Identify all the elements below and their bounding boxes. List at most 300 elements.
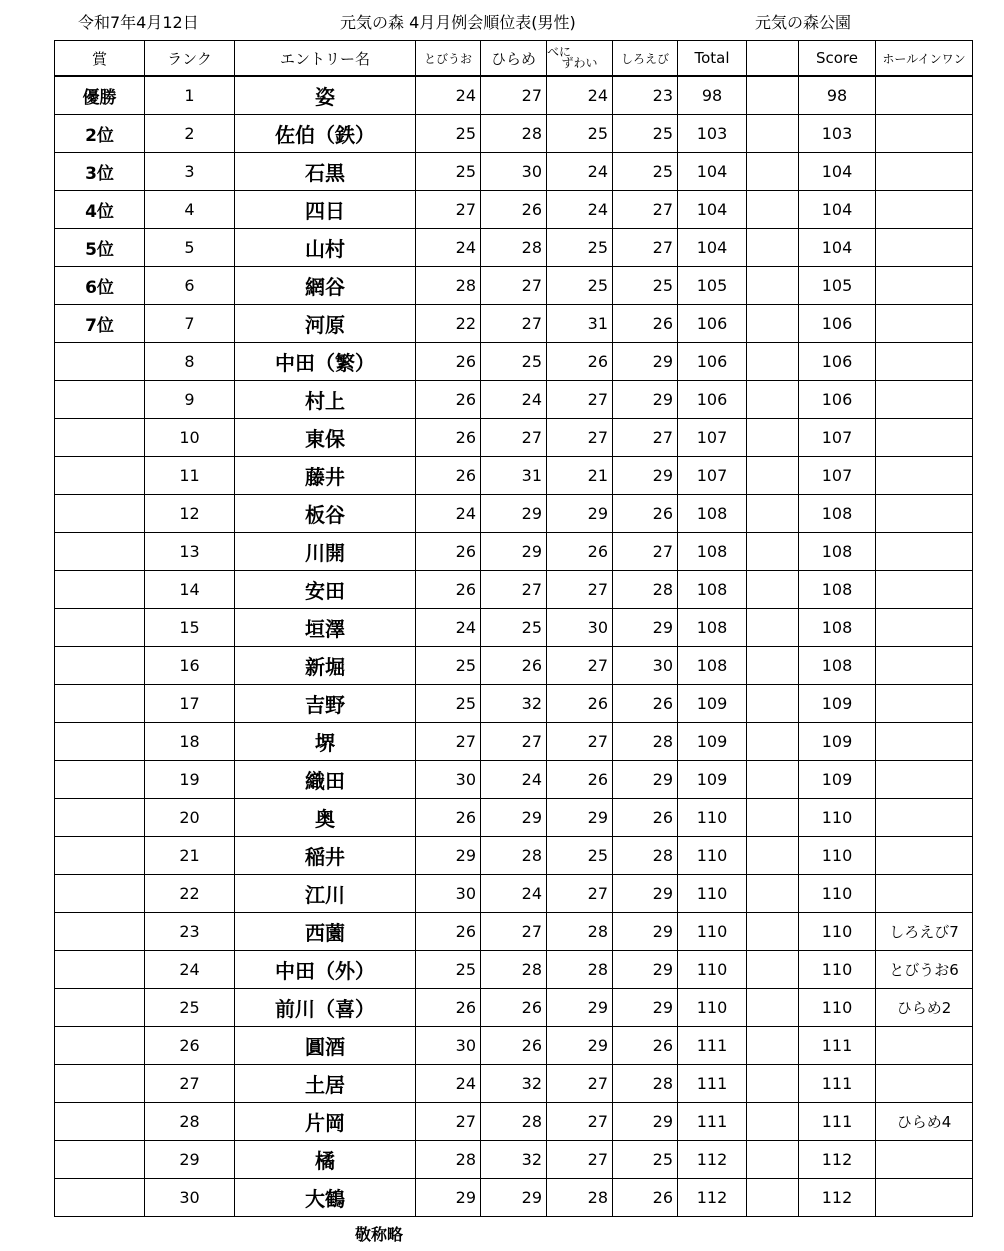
- cell-name: 吉野: [235, 685, 416, 723]
- cell-blank: [747, 951, 799, 989]
- cell-hole4: 29: [613, 457, 678, 495]
- cell-blank: [747, 1179, 799, 1217]
- cell-rank: 16: [145, 647, 235, 685]
- cell-hole2: 29: [481, 1179, 547, 1217]
- cell-hole2: 28: [481, 1103, 547, 1141]
- cell-hole-in-one: [876, 343, 973, 381]
- cell-name: 佐伯（鉄）: [235, 115, 416, 153]
- cell-name: 板谷: [235, 495, 416, 533]
- cell-hole4: 27: [613, 533, 678, 571]
- cell-hole-in-one: [876, 76, 973, 115]
- cell-rank: 24: [145, 951, 235, 989]
- cell-hole-in-one: [876, 875, 973, 913]
- col-hole4: しろえび: [613, 41, 678, 77]
- date: 令和7年4月12日: [78, 13, 199, 32]
- cell-name: 前川（喜）: [235, 989, 416, 1027]
- cell-total: 108: [678, 609, 747, 647]
- cell-hole1: 30: [416, 875, 481, 913]
- cell-score: 108: [799, 495, 876, 533]
- cell-hole4: 29: [613, 609, 678, 647]
- cell-hole2: 25: [481, 609, 547, 647]
- cell-hole3: 27: [547, 571, 613, 609]
- cell-total: 104: [678, 229, 747, 267]
- cell-blank: [747, 761, 799, 799]
- cell-blank: [747, 989, 799, 1027]
- cell-blank: [747, 419, 799, 457]
- cell-total: 110: [678, 951, 747, 989]
- cell-total: 108: [678, 533, 747, 571]
- cell-hole3: 26: [547, 533, 613, 571]
- cell-score: 108: [799, 647, 876, 685]
- cell-name: 織田: [235, 761, 416, 799]
- cell-blank: [747, 229, 799, 267]
- cell-name: 片岡: [235, 1103, 416, 1141]
- cell-hole2: 27: [481, 267, 547, 305]
- cell-hole1: 29: [416, 837, 481, 875]
- cell-total: 108: [678, 495, 747, 533]
- cell-hole2: 32: [481, 685, 547, 723]
- col-hole3-b: ずわい: [561, 56, 598, 70]
- cell-rank: 29: [145, 1141, 235, 1179]
- cell-award: [55, 685, 145, 723]
- cell-total: 106: [678, 305, 747, 343]
- cell-hole4: 29: [613, 343, 678, 381]
- cell-hole3: 29: [547, 495, 613, 533]
- cell-rank: 10: [145, 419, 235, 457]
- cell-score: 103: [799, 115, 876, 153]
- cell-hole4: 26: [613, 1179, 678, 1217]
- cell-name: 橘: [235, 1141, 416, 1179]
- cell-blank: [747, 153, 799, 191]
- cell-hole-in-one: [876, 685, 973, 723]
- cell-name: 稲井: [235, 837, 416, 875]
- cell-hole3: 24: [547, 191, 613, 229]
- cell-award: [55, 875, 145, 913]
- cell-total: 110: [678, 913, 747, 951]
- cell-total: 112: [678, 1179, 747, 1217]
- cell-rank: 6: [145, 267, 235, 305]
- cell-hole4: 28: [613, 571, 678, 609]
- cell-rank: 27: [145, 1065, 235, 1103]
- cell-hole3: 27: [547, 1141, 613, 1179]
- cell-award: [55, 533, 145, 571]
- cell-hole4: 29: [613, 989, 678, 1027]
- cell-blank: [747, 343, 799, 381]
- cell-hole3: 30: [547, 609, 613, 647]
- cell-hole-in-one: [876, 1065, 973, 1103]
- cell-hole2: 26: [481, 647, 547, 685]
- cell-hole-in-one: [876, 1141, 973, 1179]
- cell-total: 109: [678, 761, 747, 799]
- cell-hole2: 32: [481, 1141, 547, 1179]
- col-hole3-a: べに: [547, 45, 572, 59]
- table-row: [55, 723, 973, 761]
- cell-award: [55, 609, 145, 647]
- cell-total: 109: [678, 723, 747, 761]
- cell-hole2: 29: [481, 495, 547, 533]
- cell-name: 四日: [235, 191, 416, 229]
- cell-total: 106: [678, 343, 747, 381]
- cell-hole2: 28: [481, 229, 547, 267]
- cell-hole3: 25: [547, 229, 613, 267]
- cell-hole4: 26: [613, 305, 678, 343]
- cell-total: 111: [678, 1027, 747, 1065]
- cell-total: 104: [678, 153, 747, 191]
- cell-hole3: 29: [547, 989, 613, 1027]
- cell-hole-in-one: [876, 761, 973, 799]
- cell-name: 東保: [235, 419, 416, 457]
- cell-blank: [747, 837, 799, 875]
- cell-rank: 28: [145, 1103, 235, 1141]
- cell-score: 106: [799, 343, 876, 381]
- cell-rank: 15: [145, 609, 235, 647]
- cell-rank: 2: [145, 115, 235, 153]
- cell-score: 110: [799, 913, 876, 951]
- cell-total: 112: [678, 1141, 747, 1179]
- cell-hole3: 25: [547, 115, 613, 153]
- cell-hole3: 27: [547, 1103, 613, 1141]
- cell-rank: 7: [145, 305, 235, 343]
- table-row: [55, 685, 973, 723]
- table-row: [55, 229, 973, 267]
- col-name: エントリー名: [235, 41, 416, 77]
- cell-hole3: 26: [547, 343, 613, 381]
- cell-award: 4位: [55, 191, 145, 229]
- cell-hole2: 24: [481, 761, 547, 799]
- cell-score: 104: [799, 153, 876, 191]
- cell-hole4: 28: [613, 723, 678, 761]
- ranking-table: [54, 40, 973, 1217]
- cell-hole3: 28: [547, 951, 613, 989]
- table-row: [55, 989, 973, 1027]
- cell-award: [55, 343, 145, 381]
- cell-hole-in-one: [876, 1179, 973, 1217]
- col-rank: ランク: [145, 41, 235, 77]
- cell-hole1: 24: [416, 495, 481, 533]
- cell-hole-in-one: とびうお6: [876, 951, 973, 989]
- cell-score: 109: [799, 723, 876, 761]
- cell-award: [55, 951, 145, 989]
- cell-name: 新堀: [235, 647, 416, 685]
- table-row: [55, 1065, 973, 1103]
- cell-award: 6位: [55, 267, 145, 305]
- cell-total: 110: [678, 875, 747, 913]
- cell-hole3: 24: [547, 153, 613, 191]
- table-row: [55, 115, 973, 153]
- cell-blank: [747, 685, 799, 723]
- cell-total: 110: [678, 837, 747, 875]
- cell-hole-in-one: [876, 381, 973, 419]
- cell-score: 105: [799, 267, 876, 305]
- cell-name: 山村: [235, 229, 416, 267]
- table-row: [55, 1141, 973, 1179]
- cell-hole4: 26: [613, 1027, 678, 1065]
- cell-total: 108: [678, 571, 747, 609]
- col-hole3: [547, 41, 613, 77]
- cell-hole2: 24: [481, 875, 547, 913]
- cell-blank: [747, 1141, 799, 1179]
- cell-hole2: 29: [481, 799, 547, 837]
- cell-score: 108: [799, 609, 876, 647]
- cell-award: [55, 913, 145, 951]
- cell-rank: 20: [145, 799, 235, 837]
- cell-score: 109: [799, 685, 876, 723]
- cell-award: [55, 419, 145, 457]
- venue: 元気の森公園: [755, 13, 852, 32]
- cell-hole4: 29: [613, 951, 678, 989]
- col-score: Score: [799, 41, 876, 77]
- cell-name: 石黒: [235, 153, 416, 191]
- cell-hole4: 29: [613, 1103, 678, 1141]
- cell-hole3: 26: [547, 761, 613, 799]
- cell-hole4: 25: [613, 115, 678, 153]
- cell-total: 98: [678, 76, 747, 115]
- cell-hole3: 24: [547, 76, 613, 115]
- cell-hole1: 26: [416, 989, 481, 1027]
- cell-rank: 25: [145, 989, 235, 1027]
- cell-total: 111: [678, 1103, 747, 1141]
- cell-total: 106: [678, 381, 747, 419]
- table-row: [55, 191, 973, 229]
- cell-rank: 18: [145, 723, 235, 761]
- cell-score: 112: [799, 1179, 876, 1217]
- cell-blank: [747, 1065, 799, 1103]
- cell-rank: 12: [145, 495, 235, 533]
- cell-hole4: 25: [613, 153, 678, 191]
- col-hole2: ひらめ: [481, 41, 547, 77]
- cell-award: [55, 761, 145, 799]
- cell-hole1: 28: [416, 1141, 481, 1179]
- cell-hole1: 24: [416, 609, 481, 647]
- cell-hole1: 24: [416, 76, 481, 115]
- cell-score: 110: [799, 989, 876, 1027]
- cell-hole-in-one: [876, 115, 973, 153]
- cell-hole3: 25: [547, 267, 613, 305]
- cell-score: 110: [799, 799, 876, 837]
- cell-score: 110: [799, 951, 876, 989]
- cell-rank: 21: [145, 837, 235, 875]
- cell-award: 5位: [55, 229, 145, 267]
- cell-total: 107: [678, 457, 747, 495]
- cell-score: 111: [799, 1103, 876, 1141]
- cell-hole1: 26: [416, 799, 481, 837]
- table-row: [55, 419, 973, 457]
- cell-hole4: 28: [613, 837, 678, 875]
- cell-award: [55, 1027, 145, 1065]
- cell-hole2: 24: [481, 381, 547, 419]
- cell-award: 3位: [55, 153, 145, 191]
- table-row: [55, 267, 973, 305]
- cell-rank: 3: [145, 153, 235, 191]
- cell-hole3: 27: [547, 875, 613, 913]
- cell-hole-in-one: [876, 1027, 973, 1065]
- cell-award: [55, 381, 145, 419]
- cell-score: 106: [799, 381, 876, 419]
- cell-total: 110: [678, 989, 747, 1027]
- cell-total: 108: [678, 647, 747, 685]
- cell-hole-in-one: [876, 419, 973, 457]
- cell-award: [55, 457, 145, 495]
- cell-hole-in-one: [876, 229, 973, 267]
- cell-score: 111: [799, 1027, 876, 1065]
- cell-name: 村上: [235, 381, 416, 419]
- cell-name: 垣澤: [235, 609, 416, 647]
- table-row: [55, 153, 973, 191]
- col-hole1: とびうお: [416, 41, 481, 77]
- cell-hole3: 31: [547, 305, 613, 343]
- cell-rank: 26: [145, 1027, 235, 1065]
- cell-hole2: 27: [481, 571, 547, 609]
- cell-hole1: 26: [416, 533, 481, 571]
- col-award: 賞: [55, 41, 145, 77]
- cell-award: [55, 723, 145, 761]
- table-row: [55, 76, 973, 115]
- cell-hole3: 25: [547, 837, 613, 875]
- cell-total: 111: [678, 1065, 747, 1103]
- cell-hole-in-one: [876, 837, 973, 875]
- cell-blank: [747, 647, 799, 685]
- table-row: [55, 913, 973, 951]
- cell-hole1: 22: [416, 305, 481, 343]
- cell-hole4: 26: [613, 685, 678, 723]
- cell-hole1: 25: [416, 951, 481, 989]
- cell-hole-in-one: [876, 153, 973, 191]
- cell-award: [55, 1103, 145, 1141]
- table-row: [55, 381, 973, 419]
- cell-hole2: 29: [481, 533, 547, 571]
- cell-hole3: 28: [547, 913, 613, 951]
- cell-total: 107: [678, 419, 747, 457]
- cell-hole2: 30: [481, 153, 547, 191]
- cell-hole1: 30: [416, 761, 481, 799]
- cell-rank: 13: [145, 533, 235, 571]
- cell-award: [55, 837, 145, 875]
- cell-hole1: 26: [416, 457, 481, 495]
- cell-blank: [747, 609, 799, 647]
- page-title: 元気の森 4月月例会順位表(男性): [340, 13, 576, 32]
- cell-hole4: 29: [613, 381, 678, 419]
- cell-hole2: 27: [481, 723, 547, 761]
- cell-hole-in-one: [876, 457, 973, 495]
- cell-hole-in-one: しろえび7: [876, 913, 973, 951]
- cell-hole2: 26: [481, 1027, 547, 1065]
- cell-hole3: 29: [547, 799, 613, 837]
- cell-hole1: 24: [416, 229, 481, 267]
- table-row: [55, 533, 973, 571]
- cell-blank: [747, 495, 799, 533]
- cell-score: 110: [799, 875, 876, 913]
- cell-blank: [747, 191, 799, 229]
- cell-blank: [747, 381, 799, 419]
- cell-hole4: 25: [613, 267, 678, 305]
- cell-rank: 4: [145, 191, 235, 229]
- cell-blank: [747, 571, 799, 609]
- cell-hole2: 32: [481, 1065, 547, 1103]
- cell-hole4: 28: [613, 1065, 678, 1103]
- cell-hole3: 27: [547, 381, 613, 419]
- col-hole-in-one: ホールインワン: [876, 41, 973, 77]
- table-row: [55, 1027, 973, 1065]
- table-row: [55, 1103, 973, 1141]
- cell-score: 104: [799, 229, 876, 267]
- cell-hole4: 25: [613, 1141, 678, 1179]
- cell-name: 藤井: [235, 457, 416, 495]
- cell-score: 98: [799, 76, 876, 115]
- cell-name: 河原: [235, 305, 416, 343]
- cell-hole2: 28: [481, 115, 547, 153]
- cell-score: 106: [799, 305, 876, 343]
- cell-hole2: 27: [481, 913, 547, 951]
- cell-hole2: 26: [481, 989, 547, 1027]
- cell-hole1: 25: [416, 115, 481, 153]
- cell-rank: 30: [145, 1179, 235, 1217]
- cell-hole1: 25: [416, 153, 481, 191]
- cell-score: 108: [799, 571, 876, 609]
- cell-award: 優勝: [55, 76, 145, 115]
- header-row: [55, 41, 973, 77]
- cell-rank: 9: [145, 381, 235, 419]
- cell-name: 網谷: [235, 267, 416, 305]
- cell-total: 104: [678, 191, 747, 229]
- cell-name: 江川: [235, 875, 416, 913]
- cell-name: 中田（繁）: [235, 343, 416, 381]
- cell-hole4: 30: [613, 647, 678, 685]
- cell-score: 104: [799, 191, 876, 229]
- table-row: [55, 837, 973, 875]
- cell-rank: 22: [145, 875, 235, 913]
- cell-hole4: 29: [613, 875, 678, 913]
- cell-award: [55, 647, 145, 685]
- cell-hole-in-one: [876, 571, 973, 609]
- cell-rank: 19: [145, 761, 235, 799]
- cell-blank: [747, 457, 799, 495]
- cell-hole2: 25: [481, 343, 547, 381]
- cell-rank: 11: [145, 457, 235, 495]
- cell-award: [55, 571, 145, 609]
- cell-hole-in-one: [876, 267, 973, 305]
- cell-hole3: 28: [547, 1179, 613, 1217]
- cell-hole3: 26: [547, 685, 613, 723]
- cell-hole-in-one: [876, 305, 973, 343]
- cell-score: 111: [799, 1065, 876, 1103]
- table-row: [55, 1179, 973, 1217]
- cell-hole1: 29: [416, 1179, 481, 1217]
- cell-hole-in-one: [876, 495, 973, 533]
- cell-hole1: 26: [416, 381, 481, 419]
- cell-hole4: 27: [613, 419, 678, 457]
- cell-hole1: 26: [416, 913, 481, 951]
- cell-blank: [747, 723, 799, 761]
- table-row: [55, 609, 973, 647]
- cell-hole1: 25: [416, 685, 481, 723]
- cell-hole1: 27: [416, 723, 481, 761]
- cell-hole4: 26: [613, 495, 678, 533]
- table-row: [55, 799, 973, 837]
- table-row: [55, 305, 973, 343]
- cell-hole-in-one: [876, 191, 973, 229]
- cell-total: 109: [678, 685, 747, 723]
- cell-hole4: 29: [613, 913, 678, 951]
- cell-hole2: 27: [481, 419, 547, 457]
- cell-hole-in-one: [876, 647, 973, 685]
- cell-award: [55, 799, 145, 837]
- cell-score: 107: [799, 457, 876, 495]
- cell-hole1: 26: [416, 343, 481, 381]
- table-row: [55, 343, 973, 381]
- cell-score: 112: [799, 1141, 876, 1179]
- cell-total: 103: [678, 115, 747, 153]
- cell-award: 2位: [55, 115, 145, 153]
